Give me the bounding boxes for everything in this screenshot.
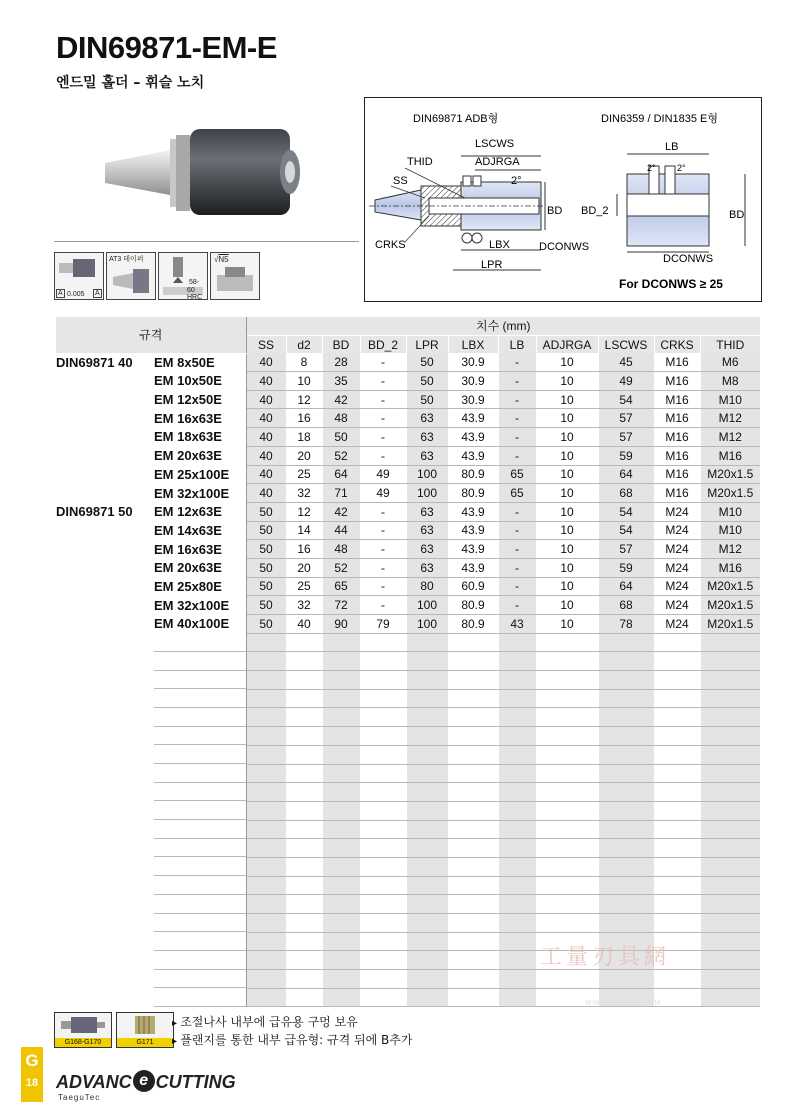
table-cell: 30.9	[448, 390, 498, 409]
column-header: LSCWS	[598, 335, 654, 353]
table-cell: -	[360, 540, 406, 559]
svg-text:CRKS: CRKS	[375, 239, 406, 251]
table-cell: -	[498, 409, 536, 428]
table-cell: -	[360, 353, 406, 371]
svg-text:ADJRGA: ADJRGA	[475, 156, 520, 168]
table-row	[56, 558, 760, 577]
table-cell: 40	[246, 390, 286, 409]
table-cell: 43.9	[448, 428, 498, 447]
table-cell: 50	[246, 502, 286, 521]
table-cell: 43.9	[448, 409, 498, 428]
table-cell: 68	[598, 596, 654, 615]
column-header: ADJRGA	[536, 335, 598, 353]
table-row	[56, 372, 760, 391]
note-item: ▸ 조절나사 내부에 급유용 구멍 보유	[172, 1014, 412, 1032]
table-cell: 60.9	[448, 577, 498, 596]
reference-icons	[54, 1012, 174, 1048]
table-cell: 10	[536, 353, 598, 371]
table-cell: 63	[406, 446, 448, 465]
table-row	[56, 484, 760, 503]
runout-icon: A 0.005 A	[54, 252, 104, 300]
svg-text:2°: 2°	[647, 163, 656, 173]
svg-text:LPR: LPR	[481, 259, 503, 271]
table-cell: 40	[246, 428, 286, 447]
table-cell: -	[360, 577, 406, 596]
table-cell: 54	[598, 502, 654, 521]
table-cell: M10	[700, 390, 760, 409]
table-cell: 43.9	[448, 502, 498, 521]
table-cell: M16	[700, 446, 760, 465]
table-cell: -	[498, 596, 536, 615]
column-header: BD	[322, 335, 360, 353]
table-cell: -	[360, 409, 406, 428]
table-cell: M16	[654, 390, 700, 409]
spec-name: DIN69871 40 EM 8x50E	[56, 353, 246, 371]
table-cell: 50	[246, 558, 286, 577]
spec-name: EM 16x63E	[56, 540, 246, 559]
table-cell: 12	[286, 390, 322, 409]
hardness-icon: 58- 60 HRC	[158, 252, 208, 300]
spec-name: EM 18x63E	[56, 428, 246, 447]
table-cell: -	[498, 502, 536, 521]
table-cell: M10	[700, 502, 760, 521]
table-cell: 10	[536, 484, 598, 503]
empty-row	[56, 914, 760, 933]
table-cell: 18	[286, 428, 322, 447]
empty-row	[56, 689, 760, 708]
table-cell: 50	[246, 615, 286, 634]
spec-name: EM 20x63E	[56, 558, 246, 577]
table-cell: 10	[536, 596, 598, 615]
svg-text:2°: 2°	[511, 175, 522, 187]
table-row	[56, 465, 760, 484]
table-row	[56, 390, 760, 409]
table-row	[56, 409, 760, 428]
column-header: CRKS	[654, 335, 700, 353]
table-cell: -	[498, 577, 536, 596]
table-cell: 10	[536, 465, 598, 484]
table-cell: M24	[654, 502, 700, 521]
table-cell: 52	[322, 446, 360, 465]
column-header: LBX	[448, 335, 498, 353]
table-cell: 32	[286, 484, 322, 503]
table-cell: 54	[598, 390, 654, 409]
notes	[172, 1014, 412, 1050]
table-cell: 40	[246, 353, 286, 371]
table-cell: 50	[406, 353, 448, 371]
table-cell: 10	[536, 521, 598, 540]
table-cell: 48	[322, 409, 360, 428]
table-cell: M10	[700, 521, 760, 540]
table-cell: 63	[406, 558, 448, 577]
empty-row	[56, 970, 760, 989]
spec-name: EM 25x100E	[56, 465, 246, 484]
table-cell: 10	[536, 577, 598, 596]
table-cell: -	[498, 540, 536, 559]
table-cell: M20x1.5	[700, 577, 760, 596]
table-cell: M20x1.5	[700, 615, 760, 634]
table-cell: -	[360, 502, 406, 521]
technical-diagram	[364, 97, 762, 302]
table-cell: M6	[700, 353, 760, 371]
empty-row	[56, 839, 760, 858]
column-header: SS	[246, 335, 286, 353]
table-cell: 54	[598, 521, 654, 540]
empty-row	[56, 783, 760, 802]
table-cell: -	[360, 521, 406, 540]
table-cell: M16	[654, 409, 700, 428]
table-cell: -	[360, 372, 406, 391]
table-cell: 63	[406, 502, 448, 521]
table-cell: 10	[536, 615, 598, 634]
empty-row	[56, 652, 760, 671]
svg-text:DCONWS: DCONWS	[663, 253, 714, 265]
diagram-note: For DCONWS ≥ 25	[619, 277, 723, 291]
table-cell: 65	[498, 465, 536, 484]
table-cell: M20x1.5	[700, 484, 760, 503]
table-cell: 90	[322, 615, 360, 634]
table-cell: M24	[654, 615, 700, 634]
table-row	[56, 521, 760, 540]
table-cell: 40	[246, 372, 286, 391]
table-cell: 10	[536, 446, 598, 465]
svg-text:THID: THID	[407, 156, 433, 168]
table-cell: M16	[654, 446, 700, 465]
table-cell: 20	[286, 558, 322, 577]
table-cell: 50	[406, 372, 448, 391]
empty-row	[56, 708, 760, 727]
table-cell: 80.9	[448, 484, 498, 503]
product-photo	[100, 125, 315, 220]
table-row	[56, 540, 760, 559]
column-header: THID	[700, 335, 760, 353]
table-cell: 43.9	[448, 540, 498, 559]
table-cell: M12	[700, 409, 760, 428]
spec-name: EM 25x80E	[56, 577, 246, 596]
empty-row	[56, 801, 760, 820]
table-cell: M16	[654, 484, 700, 503]
column-header: LB	[498, 335, 536, 353]
table-cell: M16	[654, 372, 700, 391]
svg-text:SS: SS	[393, 175, 408, 187]
surface-finish-icon: √N5	[210, 252, 260, 300]
table-cell: 40	[246, 446, 286, 465]
table-cell: 49	[360, 484, 406, 503]
brand-logo: ADVANC e CUTTING	[56, 1072, 236, 1092]
table-cell: 43	[498, 615, 536, 634]
taper-icon: AT3 테이퍼	[106, 252, 156, 300]
table-cell: M12	[700, 428, 760, 447]
table-cell: 44	[322, 521, 360, 540]
brand-sub: TaeguTec	[58, 1093, 101, 1102]
table-cell: 63	[406, 409, 448, 428]
table-cell: 35	[322, 372, 360, 391]
table-cell: 78	[598, 615, 654, 634]
empty-row	[56, 745, 760, 764]
table-cell: 40	[246, 484, 286, 503]
table-cell: 42	[322, 502, 360, 521]
table-cell: 100	[406, 615, 448, 634]
table-cell: 64	[598, 465, 654, 484]
empty-row	[56, 820, 760, 839]
table-cell: 10	[536, 558, 598, 577]
table-cell: M24	[654, 558, 700, 577]
table-cell: 80.9	[448, 596, 498, 615]
feature-icons	[54, 252, 260, 300]
table-cell: 14	[286, 521, 322, 540]
spec-name: EM 16x63E	[56, 409, 246, 428]
table-row	[56, 446, 760, 465]
table-cell: M8	[700, 372, 760, 391]
table-cell: 80.9	[448, 615, 498, 634]
table-cell: M24	[654, 577, 700, 596]
table-cell: -	[498, 521, 536, 540]
table-cell: 57	[598, 409, 654, 428]
spec-name: EM 40x100E	[56, 615, 246, 634]
table-cell: 63	[406, 540, 448, 559]
table-cell: 52	[322, 558, 360, 577]
table-cell: 10	[536, 409, 598, 428]
spec-name: DIN69871 50 EM 12x63E	[56, 502, 246, 521]
table-cell: 50	[246, 540, 286, 559]
table-cell: 64	[322, 465, 360, 484]
svg-text:2°: 2°	[677, 163, 686, 173]
svg-text:LSCWS: LSCWS	[475, 138, 515, 150]
page-tab: G 18	[21, 1047, 43, 1102]
table-cell: 57	[598, 540, 654, 559]
diagram-left-title: DIN69871 ADB형	[413, 113, 499, 125]
table-cell: 63	[406, 521, 448, 540]
table-cell: 25	[286, 577, 322, 596]
table-cell: 100	[406, 465, 448, 484]
table-cell: 16	[286, 409, 322, 428]
table-cell: 64	[598, 577, 654, 596]
table-cell: 57	[598, 428, 654, 447]
spec-name: EM 32x100E	[56, 484, 246, 503]
table-cell: 10	[286, 372, 322, 391]
empty-row	[56, 895, 760, 914]
table-cell: 42	[322, 390, 360, 409]
table-cell: -	[360, 446, 406, 465]
table-cell: 72	[322, 596, 360, 615]
table-cell: 30.9	[448, 372, 498, 391]
photo-divider	[54, 241, 359, 242]
note-item: ▸ 플랜지를 통한 내부 급유형: 규격 뒤에 B추가	[172, 1032, 412, 1050]
table-cell: 65	[322, 577, 360, 596]
table-cell: -	[498, 372, 536, 391]
column-header: LPR	[406, 335, 448, 353]
svg-text:BD_2: BD_2	[581, 205, 609, 217]
watermark: 工量刃具網	[540, 945, 671, 970]
table-cell: 50	[246, 521, 286, 540]
column-header: d2	[286, 335, 322, 353]
table-cell: 50	[246, 577, 286, 596]
table-cell: 50	[406, 390, 448, 409]
table-cell: 25	[286, 465, 322, 484]
table-cell: 30.9	[448, 353, 498, 371]
table-cell: 10	[536, 390, 598, 409]
table-cell: 48	[322, 540, 360, 559]
table-cell: 63	[406, 428, 448, 447]
table-cell: 28	[322, 353, 360, 371]
table-cell: M24	[654, 596, 700, 615]
empty-row	[56, 857, 760, 876]
table-cell: 10	[536, 540, 598, 559]
table-cell: -	[360, 596, 406, 615]
table-row	[56, 615, 760, 634]
svg-text:LB: LB	[665, 141, 679, 153]
table-row	[56, 353, 760, 371]
table-cell: 16	[286, 540, 322, 559]
svg-text:LBX: LBX	[489, 239, 510, 251]
table-cell: 40	[246, 409, 286, 428]
table-cell: 79	[360, 615, 406, 634]
table-cell: 8	[286, 353, 322, 371]
table-cell: -	[498, 390, 536, 409]
table-cell: 80	[406, 577, 448, 596]
dim-header: 치수 (mm)	[246, 317, 760, 335]
table-cell: 43.9	[448, 521, 498, 540]
table-cell: -	[498, 428, 536, 447]
table-cell: 32	[286, 596, 322, 615]
table-cell: M16	[700, 558, 760, 577]
table-cell: 43.9	[448, 446, 498, 465]
screw-ref-icon[interactable]: G171	[116, 1012, 174, 1048]
table-cell: 71	[322, 484, 360, 503]
empty-row	[56, 727, 760, 746]
table-cell: M16	[654, 465, 700, 484]
table-cell: 43.9	[448, 558, 498, 577]
table-cell: 45	[598, 353, 654, 371]
table-cell: 59	[598, 558, 654, 577]
collet-ref-icon[interactable]: G168-G170	[54, 1012, 112, 1048]
table-cell: 59	[598, 446, 654, 465]
table-cell: M16	[654, 353, 700, 371]
watermark-url: WWW.GJRJW.COM	[585, 1000, 662, 1007]
table-cell: M24	[654, 521, 700, 540]
table-cell: 40	[246, 465, 286, 484]
table-cell: 100	[406, 484, 448, 503]
spec-name: EM 20x63E	[56, 446, 246, 465]
column-header: BD_2	[360, 335, 406, 353]
table-cell: M20x1.5	[700, 465, 760, 484]
table-cell: 40	[286, 615, 322, 634]
table-row	[56, 428, 760, 447]
table-row	[56, 596, 760, 615]
table-cell: 100	[406, 596, 448, 615]
svg-text:BD: BD	[547, 205, 563, 217]
table-cell: 49	[360, 465, 406, 484]
table-cell: 50	[322, 428, 360, 447]
spec-name: EM 14x63E	[56, 521, 246, 540]
table-cell: 10	[536, 372, 598, 391]
spec-name: EM 12x50E	[56, 390, 246, 409]
table-cell: 50	[246, 596, 286, 615]
empty-row	[56, 633, 760, 652]
table-cell: 49	[598, 372, 654, 391]
svg-text:BD: BD	[729, 209, 745, 221]
table-cell: -	[360, 558, 406, 577]
table-cell: 20	[286, 446, 322, 465]
table-row	[56, 502, 760, 521]
table-cell: M20x1.5	[700, 596, 760, 615]
table-cell: -	[498, 446, 536, 465]
table-cell: M24	[654, 540, 700, 559]
empty-row	[56, 876, 760, 895]
spec-name: EM 32x100E	[56, 596, 246, 615]
empty-row	[56, 764, 760, 783]
spec-table	[56, 317, 760, 1007]
table-row	[56, 577, 760, 596]
table-cell: -	[360, 390, 406, 409]
table-cell: -	[360, 428, 406, 447]
table-cell: 10	[536, 502, 598, 521]
svg-text:DCONWS: DCONWS	[539, 241, 590, 253]
empty-row	[56, 671, 760, 690]
table-cell: M12	[700, 540, 760, 559]
page-subtitle: 엔드밀 홀더 – 휘슬 노치	[56, 75, 205, 91]
table-cell: 10	[536, 428, 598, 447]
table-cell: 65	[498, 484, 536, 503]
spec-header: 규격	[56, 317, 246, 353]
table-cell: -	[498, 353, 536, 371]
table-cell: M16	[654, 428, 700, 447]
table-cell: -	[498, 558, 536, 577]
table-cell: 12	[286, 502, 322, 521]
diagram-right-title: DIN6359 / DIN1835 E형	[601, 113, 719, 125]
page-title: DIN69871-EM-E	[56, 30, 277, 65]
spec-name: EM 10x50E	[56, 372, 246, 391]
table-cell: 80.9	[448, 465, 498, 484]
table-cell: 68	[598, 484, 654, 503]
